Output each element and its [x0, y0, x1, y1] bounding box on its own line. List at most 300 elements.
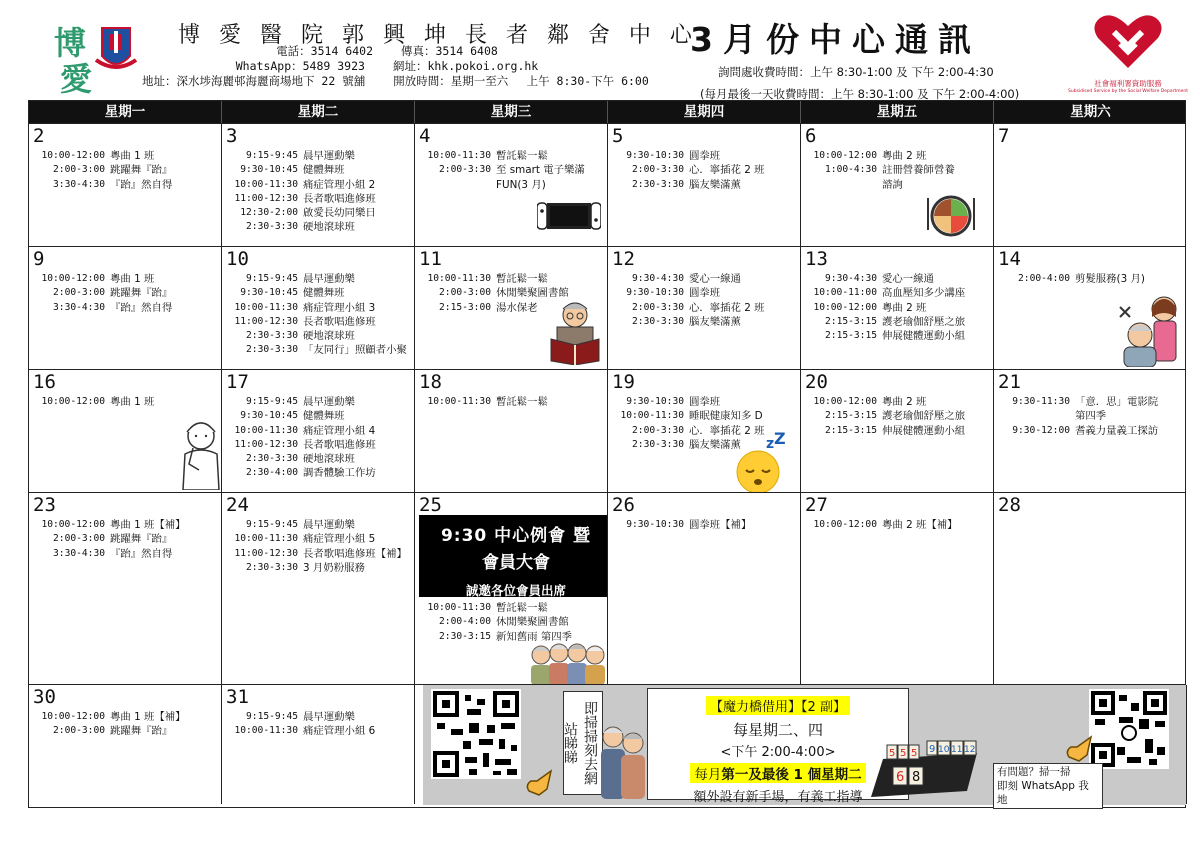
fee-hours: 詢問處收費時間：上午 8:30-1:00 及 下午 2:00-4:30 [718, 65, 994, 79]
event-time: 9:15-9:45 [246, 396, 298, 407]
svg-text:博: 博 [54, 24, 87, 62]
event-list [620, 518, 798, 532]
event-item [41, 532, 219, 546]
event-item [41, 724, 219, 738]
day-number: 23 [33, 494, 56, 516]
event-item [41, 301, 219, 315]
event-time: 2:30-4:00 [246, 467, 298, 479]
event-name: 腦友樂滿薰 [689, 178, 741, 191]
event-time: 10:00-11:30 [234, 301, 298, 313]
event-item [234, 315, 412, 329]
rummikub-days: 每星期二、四 [732, 721, 823, 739]
event-list [427, 149, 605, 192]
event-name: 腦友樂滿薰 [689, 315, 741, 328]
event-item [427, 301, 605, 315]
website: 網址：khk.pokoi.org.hk [392, 59, 539, 73]
event-item [427, 630, 605, 644]
event-item [427, 272, 605, 286]
event-name: 晨早運動樂 [303, 150, 355, 162]
event-time: 2:00-3:30 [632, 424, 684, 436]
event-item [234, 301, 412, 315]
day-cell [29, 370, 222, 492]
event-list [427, 601, 605, 644]
day-cell [29, 493, 222, 684]
whatsapp-qr-code-icon[interactable] [1089, 689, 1169, 769]
event-name: 『跆』然自得 [110, 178, 173, 191]
event-time: 10:00-11:30 [234, 725, 298, 737]
event-time: 10:00-11:30 [234, 533, 298, 545]
event-item [1006, 272, 1185, 286]
event-name: 暫託鬆一鬆 [496, 396, 548, 408]
day-number: 21 [998, 371, 1021, 393]
event-name: 健體舞班 [303, 164, 345, 177]
day-cell [801, 370, 994, 492]
event-name: 伸展健體運動小組 [882, 424, 966, 437]
event-time: 2:00-3:00 [439, 287, 491, 299]
event-time: 10:00-11:30 [427, 150, 491, 161]
event-name: 休閒樂聚圖書館 [496, 287, 569, 300]
event-time: 3:30-4:30 [53, 301, 105, 313]
event-time: 10:00-11:30 [427, 602, 491, 613]
week-row [29, 246, 1185, 369]
event-name: 剪髮服務(3 月) [1075, 273, 1145, 285]
event-item [41, 272, 219, 286]
event-time: 9:30-10:30 [626, 150, 684, 161]
rummikub-note2: 額外設有新手場，有義工指導 [693, 790, 863, 805]
event-time: 10:00-11:30 [620, 410, 684, 422]
weekday-wed: 星期三 [415, 101, 608, 123]
newsletter-title: 3月份中心通訊 [690, 20, 981, 59]
event-name: 圓拳班 [689, 396, 721, 408]
event-time: 10:00-11:30 [427, 273, 491, 284]
event-item [620, 178, 798, 192]
day-number: 6 [805, 125, 817, 147]
event-name: 至 smart 電子樂滿 [496, 164, 585, 177]
event-name: 跳躍舞『跆』 [110, 533, 173, 546]
event-name: 圓拳班【補】 [689, 519, 752, 531]
event-name: 『跆』然自得 [110, 301, 173, 314]
event-item [41, 149, 219, 163]
day-number: 2 [33, 125, 45, 147]
weekday-header [29, 101, 1185, 123]
event-item [813, 272, 991, 286]
event-item [234, 466, 412, 480]
event-name: 腦友樂滿薰 [689, 438, 741, 451]
event-item [813, 178, 991, 192]
event-item [620, 315, 798, 329]
event-name: 『跆』然自得 [110, 547, 173, 560]
weeks [29, 123, 1185, 804]
event-item [41, 547, 219, 561]
event-time: 11:00-12:30 [234, 192, 298, 204]
day-number: 31 [226, 686, 249, 708]
event-name: 晨早運動樂 [303, 711, 355, 723]
day-number: 13 [805, 248, 828, 270]
svg-text:Z: Z [774, 432, 786, 448]
event-item [813, 395, 991, 409]
day-number: 9 [33, 248, 45, 270]
event-name: 休閒樂聚圖書館 [496, 616, 569, 629]
day-number: 5 [612, 125, 624, 147]
nutrition-plate-icon [925, 192, 977, 242]
help-line1: 有問題？掃一掃 [997, 766, 1071, 778]
event-item [813, 286, 991, 300]
event-time: 2:30-3:30 [246, 453, 298, 465]
whatsapp-help-box [993, 763, 1103, 809]
event-item [620, 424, 798, 438]
thinker-bust-icon [179, 418, 221, 492]
event-item [234, 518, 412, 532]
day-number: 12 [612, 248, 635, 270]
event-list [813, 149, 991, 192]
event-item [41, 163, 219, 177]
pointing-hand-icon [523, 765, 555, 801]
event-time: 2:15-3:15 [825, 424, 877, 436]
event-time: 2:00-4:00 [1018, 273, 1070, 284]
event-name: 「意．思」電影院 [1075, 396, 1159, 408]
event-item [1006, 424, 1185, 438]
tile: 5 [900, 748, 907, 759]
event-name: 調香體驗工作坊 [303, 467, 376, 480]
event-name: 跳躍舞『跆』 [110, 725, 173, 738]
event-time: 10:00-12:00 [813, 301, 877, 313]
event-name: 圓拳班 [689, 150, 721, 162]
event-name: 心．寧插花 2 班 [689, 301, 765, 314]
event-item [234, 724, 412, 738]
qr-pattern [431, 689, 521, 779]
weekday-mon: 星期一 [29, 101, 222, 123]
event-item [234, 424, 412, 438]
day-number: 18 [419, 371, 442, 393]
event-item [234, 532, 412, 546]
day-number: 7 [998, 125, 1010, 147]
event-name: 粵曲 1 班【補】 [110, 711, 186, 723]
event-name: 粵曲 1 班 [110, 150, 155, 162]
event-time: 11:00-12:30 [234, 547, 298, 559]
week-row [29, 369, 1185, 492]
day-cell [608, 493, 801, 684]
event-item [427, 601, 605, 615]
calendar-grid [28, 100, 1186, 808]
event-name: 痛症管理小組 3 [303, 301, 376, 314]
event-item [427, 286, 605, 300]
event-item [234, 395, 412, 409]
event-name: 心．寧插花 2 班 [689, 424, 765, 437]
event-item [427, 149, 605, 163]
day-cell [222, 124, 415, 246]
day-cell [29, 685, 222, 804]
event-time: 9:30-10:45 [240, 410, 298, 422]
weekday-fri: 星期五 [801, 101, 994, 123]
event-item [427, 163, 605, 177]
event-time: 9:30-10:45 [240, 287, 298, 299]
event-item [234, 343, 412, 357]
event-list [234, 149, 412, 235]
weekday-tue: 星期二 [222, 101, 415, 123]
event-name: 長者歌唱進修班【補】 [303, 547, 407, 560]
day-number: 3 [226, 125, 238, 147]
event-item [813, 301, 991, 315]
day-cell [415, 247, 608, 369]
day-number: 10 [226, 248, 249, 270]
event-time: 2:15-3:15 [825, 315, 877, 327]
event-time: 2:00-3:00 [53, 164, 105, 176]
event-item [620, 286, 798, 300]
event-list [41, 710, 219, 739]
event-list [427, 272, 605, 315]
event-name: 睡眠健康知多 D [689, 410, 763, 423]
event-time: 10:00-12:00 [41, 519, 105, 530]
day-cell [29, 247, 222, 369]
event-list [813, 518, 991, 532]
event-name: 圓拳班 [689, 287, 721, 300]
event-time: 2:15-3:15 [825, 330, 877, 342]
event-name: 粵曲 1 班【補】 [110, 519, 186, 531]
event-time: 2:00-4:00 [439, 616, 491, 628]
event-time: 9:15-9:45 [246, 273, 298, 284]
event-name: 跳躍舞『跆』 [110, 164, 173, 177]
event-name: 痛症管理小組 2 [303, 178, 376, 191]
event-item [620, 409, 798, 423]
event-item [234, 206, 412, 220]
event-item [234, 710, 412, 724]
event-time: 2:30-3:30 [632, 315, 684, 327]
event-item [234, 163, 412, 177]
event-name: 護老瑜伽舒壓之旅 [882, 410, 966, 423]
event-name: 痛症管理小組 4 [303, 424, 376, 437]
event-name: 長者歌唱進修班 [303, 192, 376, 205]
event-name: 硬地滾球班 [303, 330, 355, 343]
tile: 12 [964, 745, 976, 755]
event-time: 10:00-12:00 [813, 150, 877, 161]
event-list [1006, 395, 1185, 438]
meeting-line3: 誠邀各位會員出席 [465, 583, 566, 598]
day-number: 14 [998, 248, 1021, 270]
event-list [234, 518, 412, 575]
event-name: 粵曲 2 班【補】 [882, 519, 958, 531]
event-time: 9:30-4:30 [632, 273, 684, 284]
event-time [427, 178, 491, 192]
event-time: 9:30-11:30 [1012, 396, 1070, 407]
event-item [234, 452, 412, 466]
elderly-group-icon [597, 719, 649, 807]
member-meeting-banner [419, 515, 608, 597]
event-name: 粵曲 1 班 [110, 396, 155, 408]
whatsapp: WhatsApp：5489 3923 [235, 59, 365, 73]
event-time: 11:00-12:30 [234, 315, 298, 327]
event-time: 2:15-3:15 [825, 410, 877, 422]
event-list [41, 272, 219, 315]
event-name: 粵曲 1 班 [110, 273, 155, 285]
day-cell [994, 493, 1187, 684]
event-name: 健體舞班 [303, 410, 345, 423]
event-item [620, 163, 798, 177]
event-item [234, 272, 412, 286]
event-item [813, 149, 991, 163]
svg-text:愛: 愛 [60, 60, 93, 94]
event-item [234, 149, 412, 163]
day-cell [222, 685, 415, 804]
meeting-line1: 9:30 中心例會 暨 [440, 526, 592, 546]
week-row [29, 123, 1185, 246]
event-list [620, 272, 798, 329]
event-time: 1:00-4:30 [825, 164, 877, 176]
day-cell [415, 493, 608, 684]
org-name: 博 愛 醫 院 郭 興 坤 長 者 鄰 舍 中 心 [178, 23, 698, 48]
event-time: 2:00-3:30 [439, 164, 491, 176]
day-cell [801, 493, 994, 684]
day-cell [801, 124, 994, 246]
tile: 9 [929, 744, 936, 755]
event-time: 2:30-3:30 [246, 561, 298, 573]
day-number: 11 [419, 248, 442, 270]
scan-website-text: 即掃掃刻去網站睇睇 [563, 691, 603, 795]
event-item [813, 315, 991, 329]
event-time: 10:00-12:00 [41, 396, 105, 407]
event-list [620, 149, 798, 192]
day-cell [994, 247, 1187, 369]
event-name: 護老瑜伽舒壓之旅 [882, 315, 966, 328]
qr-code-icon[interactable] [431, 689, 521, 779]
week-row [29, 492, 1185, 684]
event-list [234, 710, 412, 739]
event-item [427, 615, 605, 629]
event-name: 粵曲 2 班 [882, 301, 927, 314]
event-time: 2:15-3:00 [439, 301, 491, 313]
event-item [41, 395, 219, 409]
event-name: 痛症管理小組 6 [303, 725, 376, 738]
event-name: 晨早運動樂 [303, 273, 355, 285]
opening-hours: 開放時間：星期一至六 上午 8:30-下午 6:00 [393, 74, 649, 88]
event-item [620, 518, 798, 532]
event-time: 9:15-9:45 [246, 519, 298, 530]
address: 地址：深水埗海麗邨海麗商場地下 22 號舖 [142, 74, 366, 88]
event-item [620, 149, 798, 163]
event-name: 硬地滾球班 [303, 221, 355, 234]
event-list [234, 272, 412, 358]
event-item [234, 561, 412, 575]
weekday-thu: 星期四 [608, 101, 801, 123]
event-name: 跳躍舞『跆』 [110, 287, 173, 300]
event-item [427, 178, 605, 192]
swd-caption-en: Subsidised Service by the Social Welfare Department [1068, 89, 1188, 94]
event-item [234, 547, 412, 561]
tile: 10 [938, 745, 950, 755]
event-item [813, 409, 991, 423]
event-time: 2:30-3:30 [246, 344, 298, 356]
event-list [813, 272, 991, 343]
phone: 電話：3514 6402 [276, 44, 373, 58]
event-time: 9:30-4:30 [825, 273, 877, 284]
event-item [620, 395, 798, 409]
day-cell [608, 247, 801, 369]
event-name: 健體舞班 [303, 287, 345, 300]
event-name: 湯水保老 [496, 301, 538, 314]
event-name: 愛心一線通 [689, 273, 741, 285]
event-time: 2:30-3:30 [246, 330, 298, 342]
tile: 5 [889, 748, 896, 759]
event-name: 晨早運動樂 [303, 396, 355, 408]
event-name: 愛心一線通 [882, 273, 934, 285]
swd-caption-cn: 社會福利署資助服務 [1094, 79, 1162, 88]
event-name: 3 月奶粉服務 [303, 561, 365, 574]
day-cell [994, 370, 1187, 492]
day-cell [801, 247, 994, 369]
event-name: 晨早運動樂 [303, 519, 355, 531]
event-item [1006, 395, 1185, 409]
event-name: 註冊營養師營養 [882, 164, 955, 177]
newsletter-header [0, 0, 1200, 100]
rummikub-tiles-icon [869, 739, 979, 803]
event-time: 9:30-10:30 [626, 287, 684, 299]
day-cell [415, 370, 608, 492]
event-time: 10:00-11:30 [234, 178, 298, 190]
day-number: 26 [612, 494, 635, 516]
rummikub-note-bold: 第一及最後 1 個星期二 [721, 767, 862, 783]
event-time: 9:15-9:45 [246, 150, 298, 161]
event-time: 2:00-3:30 [632, 301, 684, 313]
event-item [234, 438, 412, 452]
event-item [41, 178, 219, 192]
day-number: 20 [805, 371, 828, 393]
event-list [813, 395, 991, 438]
event-time: 2:30-3:30 [246, 221, 298, 233]
event-item [813, 424, 991, 438]
day-number: 27 [805, 494, 828, 516]
event-time: 10:00-11:30 [234, 424, 298, 436]
event-time: 10:00-12:00 [41, 150, 105, 161]
event-item [234, 192, 412, 206]
tile: 5 [911, 748, 918, 759]
meeting-line2: 會員大會 [482, 553, 550, 573]
event-item [620, 301, 798, 315]
qr-pattern [1089, 689, 1169, 769]
event-item [620, 272, 798, 286]
event-item [41, 710, 219, 724]
haircut-icon [1118, 293, 1184, 369]
rummikub-time: <下午 2:00-4:00> [720, 745, 836, 760]
tile: 8 [912, 770, 921, 785]
day-cell [222, 493, 415, 684]
event-item [234, 329, 412, 343]
rummikub-note [690, 763, 865, 783]
day-number: 28 [998, 494, 1021, 516]
event-item [813, 163, 991, 177]
event-name: 心．寧插花 2 班 [689, 164, 765, 177]
event-time: 2:00-3:00 [53, 287, 105, 299]
day-number: 17 [226, 371, 249, 393]
event-time [813, 178, 877, 192]
event-name: FUN(3 月) [496, 178, 546, 191]
event-name: 耆義力量義工探訪 [1075, 424, 1159, 437]
pok-oi-logo [52, 14, 140, 94]
event-list [41, 518, 219, 561]
event-item [234, 178, 412, 192]
event-time: 10:00-12:00 [813, 519, 877, 530]
event-time: 11:00-12:30 [234, 438, 298, 450]
event-item [620, 438, 798, 452]
event-item [234, 409, 412, 423]
day-cell [608, 370, 801, 492]
event-time: 9:30-10:30 [626, 519, 684, 530]
event-time: 9:30-12:00 [1012, 424, 1070, 436]
event-item [41, 286, 219, 300]
day-number: 24 [226, 494, 249, 516]
day-cell [29, 124, 222, 246]
event-name: 新知舊雨 第四季 [496, 630, 573, 643]
event-time: 10:00-11:30 [427, 396, 491, 407]
elderly-group-icon [527, 641, 607, 684]
